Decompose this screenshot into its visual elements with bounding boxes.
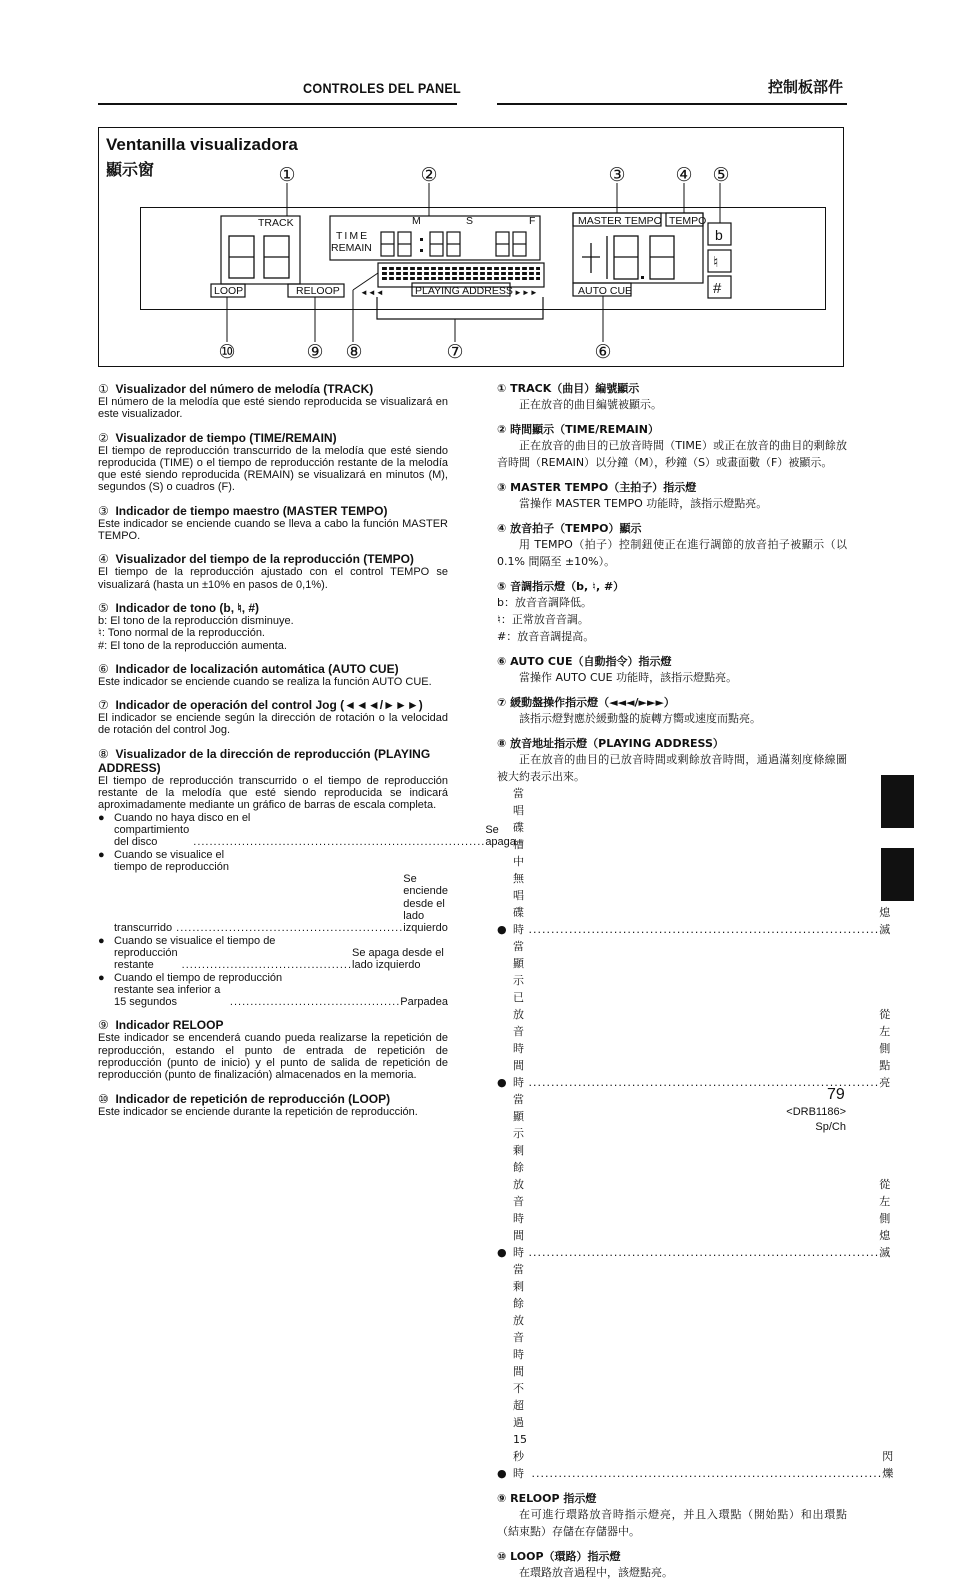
label-loop: LOOP bbox=[214, 285, 244, 297]
title-zh-5: ⑤ 音調指示燈（b, ♮, #） bbox=[497, 580, 625, 593]
section-es-6 bbox=[98, 662, 448, 688]
body-es-4: El tiempo de la reproducción ajustado con el control TEMPO se visualizará (hasta un ±10% en pasos de 0,1%). bbox=[98, 566, 448, 591]
section-zh-3 bbox=[497, 481, 847, 512]
sidebar-tab-2 bbox=[881, 848, 914, 901]
body-zh-3: 當操作 MASTER TEMPO 功能時，該指示燈點亮。 bbox=[519, 497, 768, 510]
label-m: M bbox=[412, 215, 421, 227]
body-es-6: Este indicador se enciende cuando se realiza la función AUTO CUE. bbox=[98, 675, 432, 688]
callout-10: ⑩ bbox=[218, 342, 236, 363]
section-zh-2 bbox=[497, 423, 847, 471]
callout-3: ③ bbox=[608, 165, 626, 186]
bullet-es-8b: ● Cuando se visualice el tiempo de reproducción transcurrido ........................................................ Se enciende desde el lado izquierdo bbox=[98, 848, 448, 935]
num-es-2: ② bbox=[98, 430, 109, 445]
callout-2: ② bbox=[420, 165, 438, 186]
title-zh-3: ③ MASTER TEMPO（主拍子）指示燈 bbox=[497, 481, 697, 494]
natural-box bbox=[708, 250, 731, 272]
title-es-2: Visualizador de tiempo (TIME/REMAIN) bbox=[115, 430, 337, 445]
num-es-6: ⑥ bbox=[98, 661, 109, 676]
bullet-es-8d: ● Cuando el tiempo de reproducción restante sea inferior a 15 segundos .......................................... Parpadea bbox=[98, 971, 448, 1009]
body-es-8: El tiempo de reproducción transcurrido o el tiempo de reproducción restante de la melodía que esté siendo reproducida se indicará aproximadamente mediante un gráfico de barras de escala completa. bbox=[98, 774, 448, 812]
num-es-8: ⑧ bbox=[98, 746, 109, 761]
body-zh-1: 正在放音的曲目編號被顯示。 bbox=[519, 398, 662, 411]
title-es-5: Indicador de tono (b, ♮, #) bbox=[115, 600, 260, 615]
doc-code: <DRB1186> bbox=[786, 1106, 846, 1118]
sharp-icon: # bbox=[713, 280, 722, 297]
callout-4: ④ bbox=[675, 165, 693, 186]
body-zh-10: 在環路放音過程中，該燈點亮。 bbox=[519, 1566, 673, 1579]
body-es-3: Este indicador se enciende cuando se lleva a cabo la función MASTER TEMPO. bbox=[98, 517, 448, 543]
title-zh-6: ⑥ AUTO CUE（自動指令）指示燈 bbox=[497, 655, 672, 668]
section-es-5 bbox=[98, 601, 448, 652]
callout-7: ⑦ bbox=[446, 342, 464, 363]
line-zh-5a: b：放音音調降低。 bbox=[497, 596, 592, 609]
section-es-3 bbox=[98, 504, 448, 543]
num-es-5: ⑤ bbox=[98, 600, 109, 615]
title-es-7: Indicador de operación del control Jog (◄◄◄/►►►) bbox=[115, 698, 423, 713]
body-zh-9: 在可進行環路放音時指示燈亮，并且入環點（開始點）和出環點（結束點）存儲在存儲器中。 bbox=[497, 1508, 847, 1538]
line-es-5b: ♮: Tono normal de la reproducción. bbox=[98, 627, 265, 640]
callout-5: ⑤ bbox=[712, 165, 730, 186]
section-zh-10 bbox=[497, 1550, 847, 1581]
flat-icon: b bbox=[715, 227, 723, 243]
bullet-es-8a: ● Cuando no haya disco en el compartimiento del disco ........................................................................ Se apaga bbox=[98, 811, 516, 849]
body-zh-7: 該指示燈對應於緩動盤的旋轉方嚮或速度而點亮。 bbox=[519, 712, 761, 725]
title-es-4: Visualizador del tiempo de la reproducción (TEMPO) bbox=[115, 552, 414, 567]
page-code bbox=[780, 1105, 846, 1135]
label-s: S bbox=[466, 215, 474, 227]
num-es-1: ① bbox=[98, 382, 109, 396]
body-es-2: El tiempo de reproducción transcurrido de la melodía que esté siendo reproducida (TIME) o el tiempo de reproducción restante de la melodía que esté siendo reproducida (REMAIN) se visualizará en minutos (M), segundos (S) o cuadros (F). bbox=[98, 444, 448, 494]
header-right-title: 控制板部件 bbox=[768, 78, 844, 96]
line-zh-5c: #：放音音調提高。 bbox=[497, 630, 595, 643]
label-jog-forward: ►►► bbox=[514, 288, 538, 297]
body-zh-8: 正在放音的曲目的已放音時間或剩餘放音時間，通過滿刻度條線圖被大約表示出來。 bbox=[497, 753, 847, 783]
body-zh-2: 正在放音的曲目的已放音時間（TIME）或正在放音的曲目的剩餘放音時間（REMAIN）以分鐘（M），秒鐘（S）或畫面數（F）被顯示。 bbox=[497, 439, 847, 469]
section-es-1 bbox=[98, 382, 448, 421]
bullet-zh-8b: ● 當顯示已放音時間時 .............................................................................. 從左側點亮 bbox=[497, 940, 891, 1089]
bullet-zh-8c: ● 當顯示剩餘放音時間時 .............................................................................. 從左側熄滅 bbox=[497, 1093, 891, 1259]
title-zh-7: ⑦ 緩動盤操作指示燈（◄◄◄/►►►） bbox=[497, 696, 675, 709]
title-zh-10: ⑩ LOOP（環路）指示燈 bbox=[497, 1550, 621, 1563]
title-zh-8: ⑧ 放音地址指示燈（PLAYING ADDRESS） bbox=[497, 737, 724, 750]
left-column bbox=[98, 382, 516, 1118]
section-es-8 bbox=[98, 746, 516, 1009]
section-zh-7 bbox=[497, 696, 847, 727]
section-zh-9 bbox=[497, 1492, 847, 1540]
right-column bbox=[497, 382, 894, 1581]
label-track: TRACK bbox=[258, 217, 294, 229]
title-es-9: Indicador RELOOP bbox=[115, 1018, 224, 1033]
callout-9: ⑨ bbox=[306, 342, 324, 363]
page-number: 79 bbox=[827, 1086, 845, 1103]
title-es-1: Visualizador del número de melodía (TRACK) bbox=[115, 382, 374, 396]
doc-lang: Sp/Ch bbox=[815, 1121, 846, 1133]
num-es-3: ③ bbox=[98, 503, 109, 518]
panel-title-zh: 顯示窗 bbox=[106, 160, 155, 179]
body-es-10: Este indicador se enciende durante la repetición de reproducción. bbox=[98, 1105, 418, 1118]
label-master-tempo: MASTER TEMPO bbox=[578, 215, 662, 227]
header-left-title: CONTROLES DEL PANEL bbox=[303, 80, 461, 96]
section-es-2 bbox=[98, 431, 448, 494]
num-es-9: ⑨ bbox=[98, 1018, 109, 1033]
label-reloop: RELOOP bbox=[296, 285, 340, 297]
body-zh-4: 用 TEMPO（拍子）控制鈕使正在進行調節的放音拍子被顯示（以 0.1% 間隔至 ±10%）。 bbox=[497, 538, 847, 568]
title-zh-4: ④ 放音拍子（TEMPO）顯示 bbox=[497, 522, 642, 535]
title-zh-9: ⑨ RELOOP 指示燈 bbox=[497, 1492, 597, 1505]
title-es-6: Indicador de localización automática (AUTO CUE) bbox=[115, 661, 399, 676]
callout-8: ⑧ bbox=[345, 342, 363, 363]
line-zh-5b: ♮：正常放音音調。 bbox=[497, 613, 589, 626]
label-time: TIME bbox=[336, 230, 370, 242]
body-es-1: El número de la melodía que esté siendo reproducida se visualizará en este visualizador. bbox=[98, 396, 448, 421]
display-diagram bbox=[0, 0, 954, 400]
body-zh-6: 當操作 AUTO CUE 功能時，該指示燈點亮。 bbox=[519, 671, 738, 684]
section-es-10 bbox=[98, 1092, 448, 1118]
line-es-5c: #: El tono de la reproducción aumenta. bbox=[98, 639, 287, 652]
bullet-zh-8a: ● 當唱碟槽中無唱碟時 .............................................................................. 熄滅 bbox=[497, 787, 891, 936]
num-es-7: ⑦ bbox=[98, 698, 109, 713]
label-playing-address: PLAYING ADDRESS bbox=[415, 285, 513, 297]
callout-1: ① bbox=[278, 165, 296, 186]
label-remain: REMAIN bbox=[331, 242, 372, 254]
label-jog-reverse: ◄◄◄ bbox=[360, 288, 384, 297]
sidebar-tab-1 bbox=[881, 775, 914, 828]
bullet-zh-8d: ● 當剩餘放音時間不超過 15 秒時 .............................................................................. 閃爍 bbox=[497, 1263, 894, 1480]
body-es-9: Este indicador se encenderá cuando pueda realizarse la repetición de reproducción, estando el punto de entrada de repetición de reproducción (punto de inicio) y el punto de salida de repetición de reproducción (punto de finalización) almacenados en la memoria. bbox=[98, 1032, 448, 1082]
label-tempo: TEMPO bbox=[669, 215, 707, 227]
section-zh-6 bbox=[497, 655, 847, 686]
title-zh-1: ① TRACK（曲目）編號顯示 bbox=[497, 382, 640, 395]
line-es-5a: b: El tono de la reproducción disminuye. bbox=[98, 614, 294, 627]
section-es-7 bbox=[98, 698, 448, 737]
body-es-7: El indicador se enciende según la dirección de rotación o la velocidad de rotación del control Jog. bbox=[98, 712, 448, 737]
title-zh-2: ② 時間顯示（TIME/REMAIN） bbox=[497, 423, 659, 436]
label-auto-cue: AUTO CUE bbox=[578, 285, 633, 297]
panel-title: Ventanilla visualizadora bbox=[106, 135, 298, 154]
section-zh-4 bbox=[497, 522, 847, 570]
callout-6: ⑥ bbox=[594, 342, 612, 363]
natural-icon: ♮ bbox=[713, 254, 719, 271]
title-es-3: Indicador de tiempo maestro (MASTER TEMPO) bbox=[115, 503, 388, 518]
num-es-4: ④ bbox=[98, 552, 109, 567]
section-zh-1 bbox=[497, 382, 847, 413]
title-es-10: Indicador de repetición de reproducción (LOOP) bbox=[115, 1091, 391, 1106]
bullet-es-8c: ● Cuando se visualice el tiempo de reproducción restante .......................................... Se apaga desde el lado izquierdo bbox=[98, 934, 444, 972]
label-f: F bbox=[529, 215, 536, 227]
title-es-8: Visualizador de la dirección de reproducción (PLAYING ADDRESS) bbox=[98, 746, 431, 775]
section-zh-5 bbox=[497, 580, 847, 645]
section-es-4 bbox=[98, 552, 448, 591]
num-es-10: ⑩ bbox=[98, 1091, 109, 1106]
section-es-9 bbox=[98, 1018, 448, 1081]
